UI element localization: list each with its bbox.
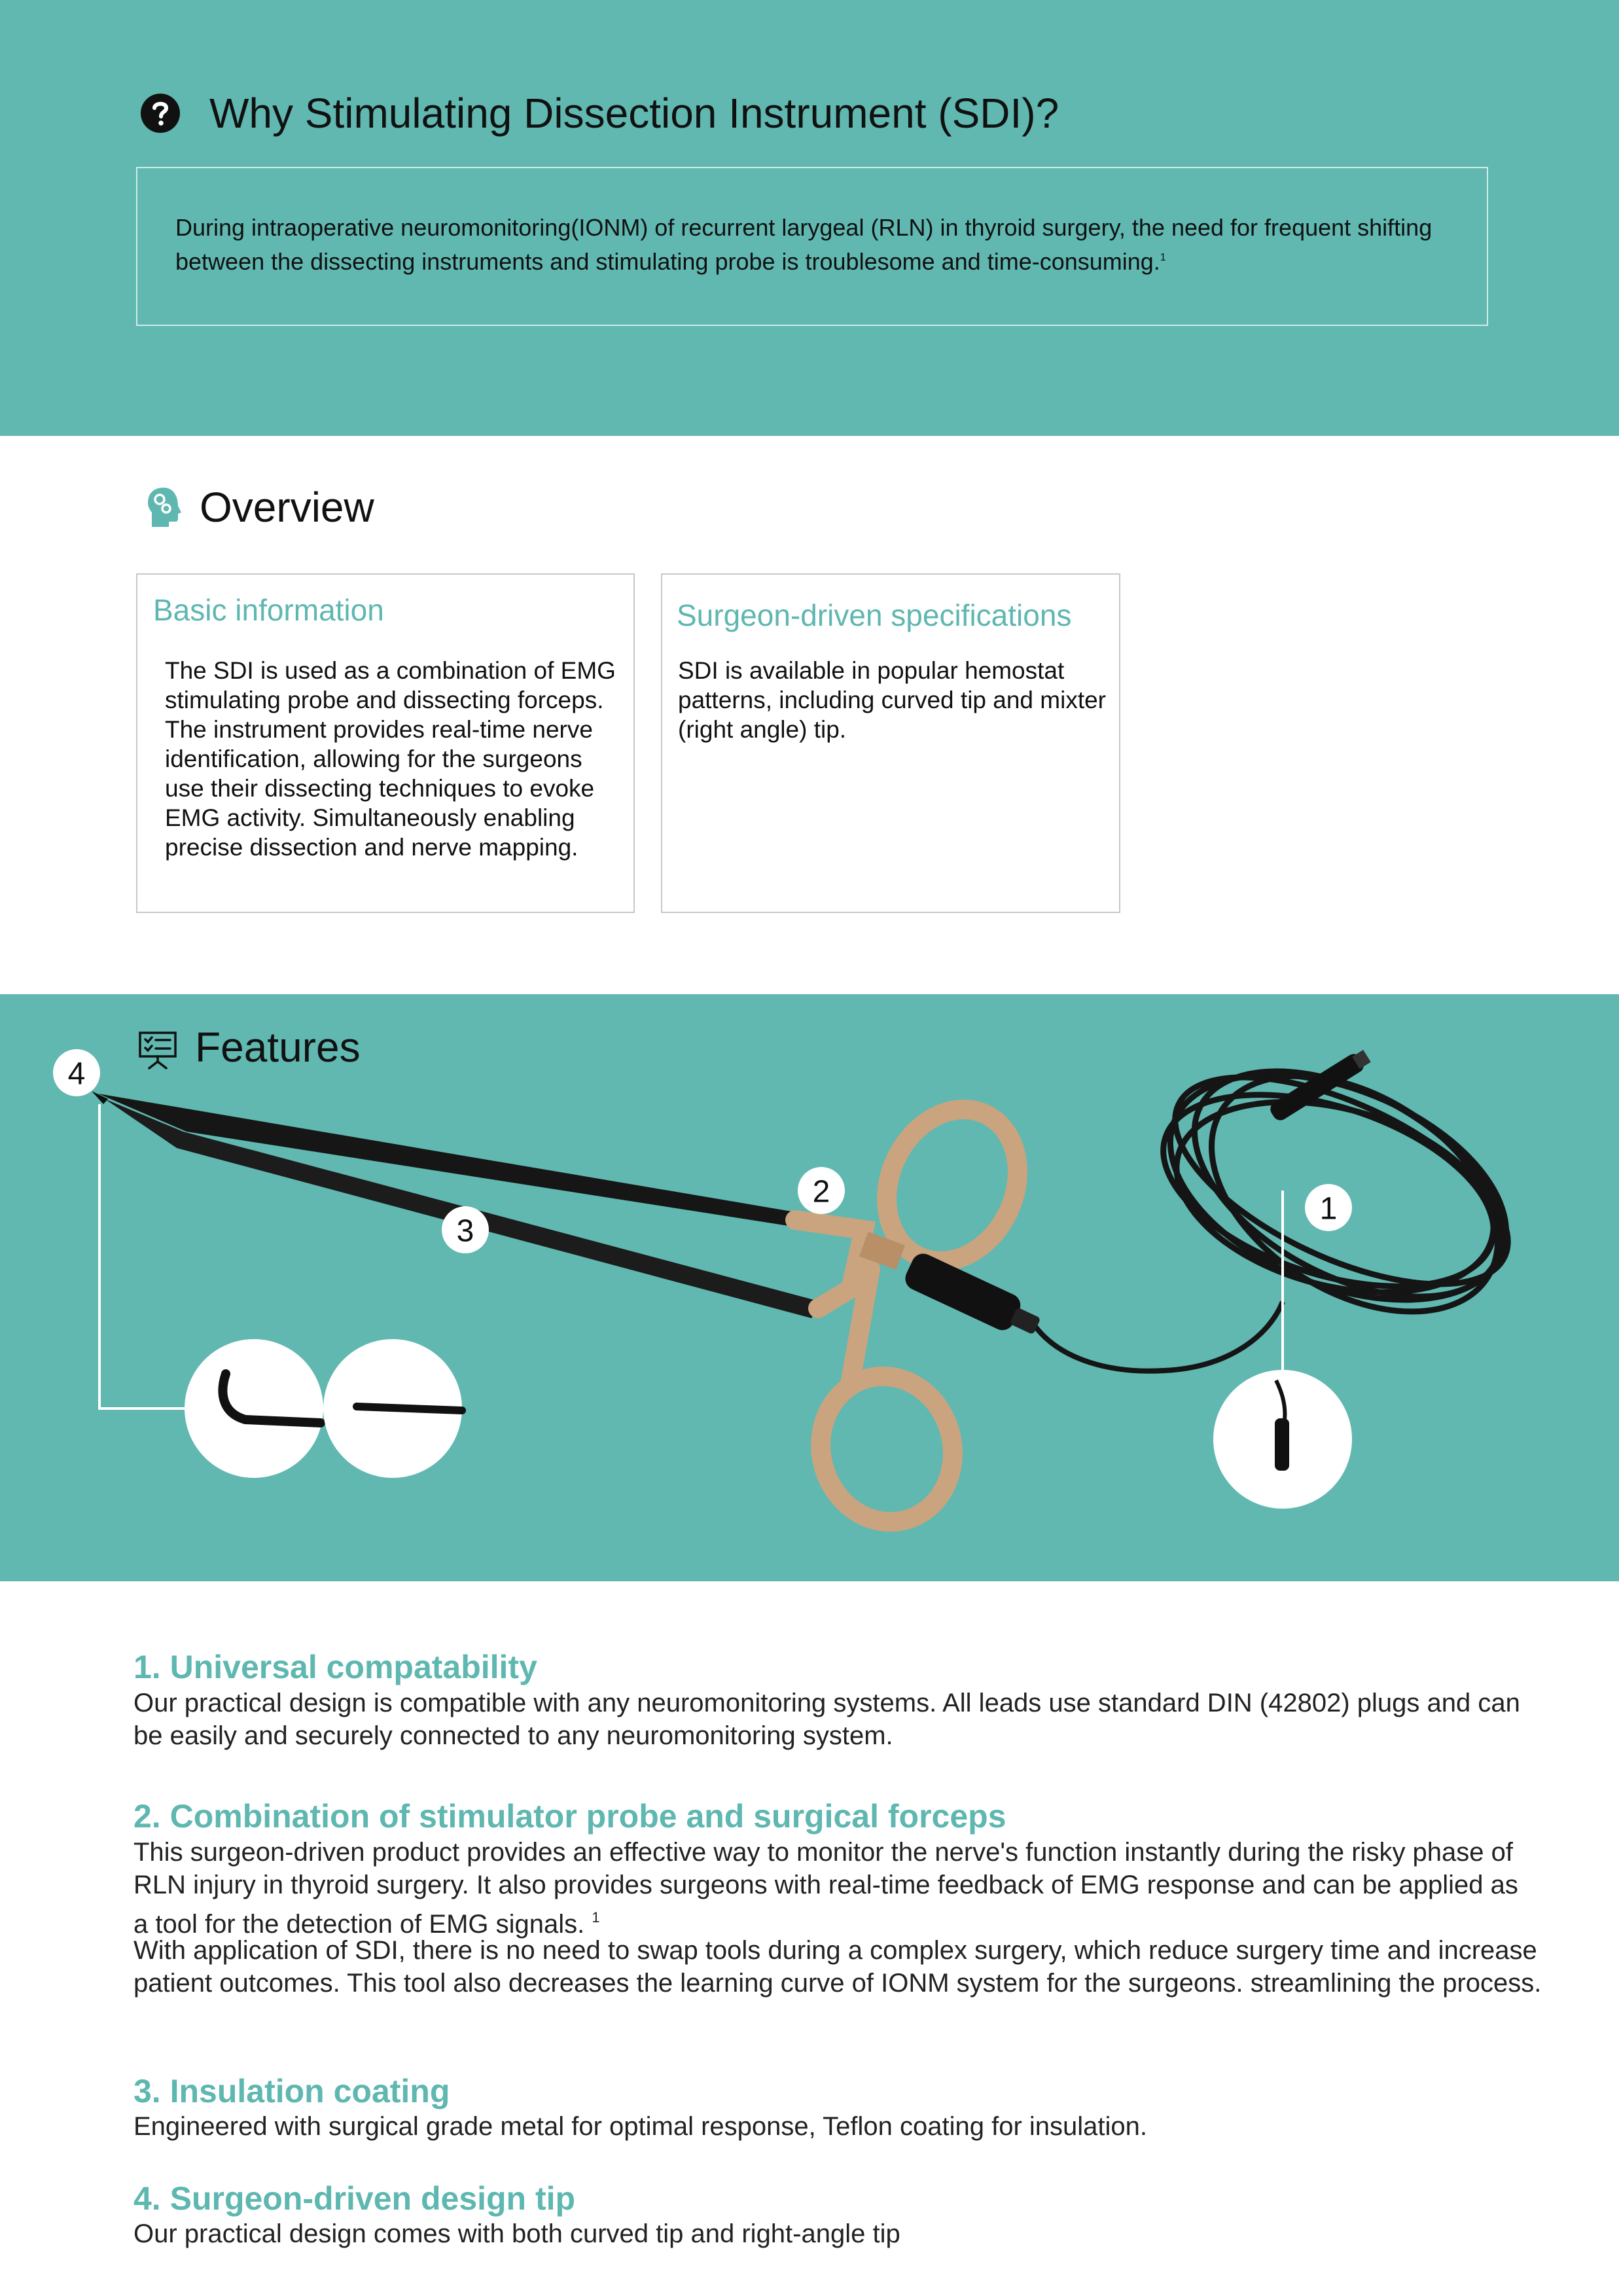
feature-1-heading: 1. Universal compatability: [133, 1649, 537, 1685]
why-description: [175, 213, 1484, 277]
callout-2-label: 2: [812, 1174, 830, 1210]
feature-2-footnote: 1: [592, 1909, 600, 1926]
connector-detail-circle: [1213, 1370, 1352, 1509]
footnote-marker: 1: [1160, 252, 1166, 263]
handle-grip: [902, 1250, 1045, 1344]
basic-information-body: The SDI is used as a combination of EMG stimulating probe and dissecting forceps. The instrument provides real-time nerve identification, allowing for the surgeons use their dissecting techniques to evoke EMG activity. Simultaneously enabling precise dissection and nerve mapping.: [165, 657, 616, 861]
feature-2-body-text: This surgeon-driven product provides an effective way to monitor the nerve's function instantly during the risky phase of RLN injury in thyroid surgery. It also provides surgeons with real-time feedback of EMG response and can be applied as a tool for the detection of EMG signals.: [133, 1838, 1518, 1939]
callout-2: [798, 1167, 845, 1214]
feature-4-heading: 4. Surgeon-driven design tip: [133, 2180, 576, 2217]
lead-cable: [1034, 1302, 1283, 1371]
features-title: Features: [195, 1024, 361, 1071]
callout-3: [442, 1206, 489, 1253]
feature-3-heading: 3. Insulation coating: [133, 2073, 450, 2109]
feature-3-body: Engineered with surgical grade metal for optimal response, Teflon coating for insulation.: [133, 2112, 1148, 2141]
callout-4: [53, 1049, 100, 1096]
callout-3-label: 3: [456, 1213, 474, 1249]
page-title: Why Stimulating Dissection Instrument (SDI)?: [209, 90, 1059, 137]
why-description-text: During intraoperative neuromonitoring(IONM) of recurrent larygeal (RLN) in thyroid surgery, the need for frequent shifting between the dissecting instruments and stimulating probe is troublesome and time-consuming.: [175, 214, 1432, 275]
presentation-board-icon: [137, 1029, 178, 1069]
callout-1-label: 1: [1319, 1191, 1338, 1227]
callout-4-label: 4: [67, 1056, 86, 1092]
overview-title: Overview: [200, 484, 374, 531]
callout-1: [1305, 1184, 1352, 1231]
feature-2-heading: 2. Combination of stimulator probe and surgical forceps: [133, 1798, 1006, 1835]
specifications-card: [661, 573, 1120, 913]
tip-detail-circles: [185, 1339, 462, 1478]
feature-2-body: [133, 1836, 1534, 1941]
feature-2-body-continued: With application of SDI, there is no need to swap tools during a complex surgery, which reduce surgery time and increase patient outcomes. This tool also decreases the learning curve of IONM system for the surgeons. streamlining the process.: [133, 1936, 1542, 1998]
specifications-heading: Surgeon-driven specifications: [677, 598, 1072, 632]
specifications-body: SDI is available in popular hemostat patterns, including curved tip and mixter (right angle) tip.: [678, 657, 1107, 743]
head-gears-icon: [145, 486, 182, 528]
feature-1-body: Our practical design is compatible with any neuromonitoring systems. All leads use standard DIN (42802) plugs and can be easily and securely connected to any neuromonitoring system.: [133, 1689, 1520, 1750]
feature-4-body: Our practical design comes with both curved tip and right-angle tip: [133, 2219, 900, 2248]
question-circle-icon: [140, 93, 181, 134]
forceps-jaws: [92, 1091, 821, 1318]
instrument-illustration: [0, 994, 1619, 1581]
basic-information-heading: Basic information: [153, 593, 384, 627]
basic-information-card: [136, 573, 635, 913]
